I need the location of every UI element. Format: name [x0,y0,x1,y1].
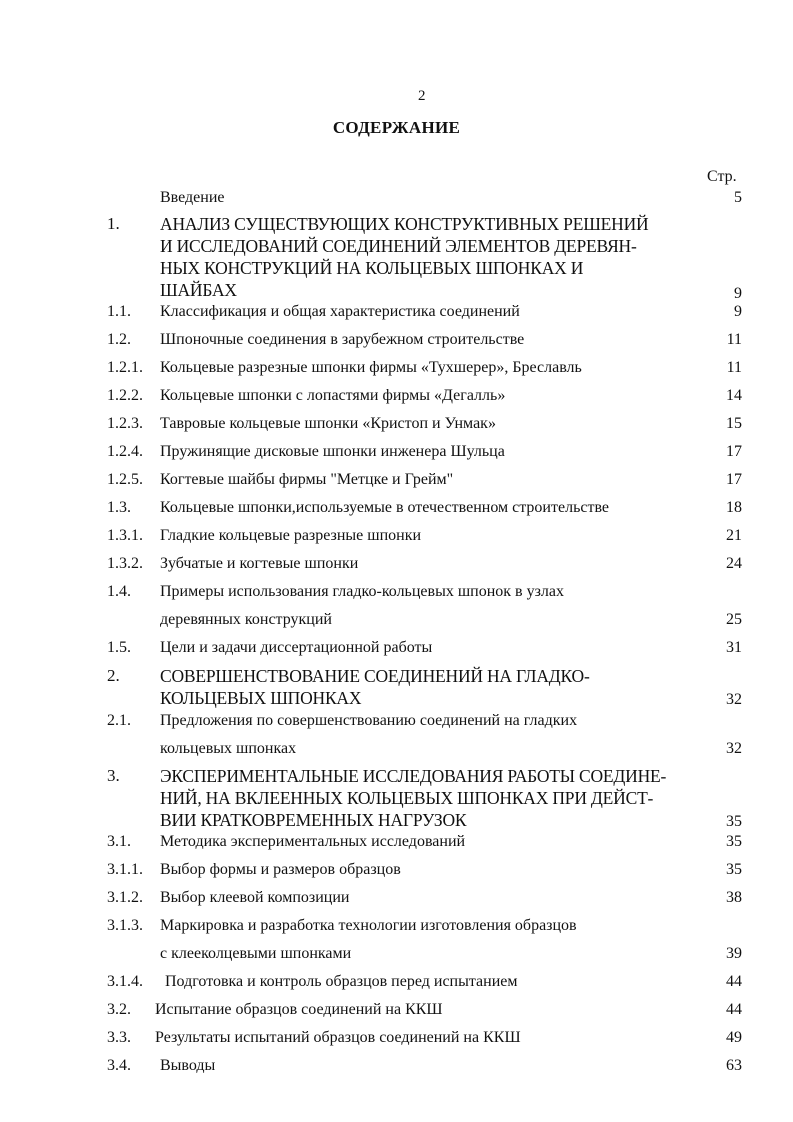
toc-entry [0,1028,742,1050]
toc-entry-page: 49 [726,1029,742,1046]
toc-entry-text: Пружинящие дисковые шпонки инженера Шульца [160,443,505,460]
toc-entry-page: 32 [726,691,742,708]
toc-entry-page: 21 [726,527,742,544]
toc-entry [0,358,742,380]
toc-entry-number: 3.1.1. [107,861,143,878]
toc-entry [0,888,742,910]
toc-entry [0,414,742,436]
toc-entry-number: 1.1. [107,303,131,320]
toc-entry-page: 9 [734,285,742,302]
toc-entry-text: И ИССЛЕДОВАНИЙ СОЕДИНЕНИЙ ЭЛЕМЕНТОВ ДЕРЕВЯН- [160,236,637,256]
toc-entry-number: 1.2.4. [107,443,143,460]
toc-entry-text: Когтевые шайбы фирмы "Метцке и Грейм" [160,471,454,488]
toc-entry-number: 1. [107,214,120,233]
toc-entry [0,832,742,854]
toc-entry-text: Гладкие кольцевые разрезные шпонки [160,527,422,544]
toc-entry-text: Введение [160,189,225,206]
toc-entry-text: АНАЛИЗ СУЩЕСТВУЮЩИХ КОНСТРУКТИВНЫХ РЕШЕНИЙ [160,214,649,234]
toc-entry-page: 32 [726,740,742,757]
toc-entry [0,526,742,548]
page-title: СОДЕРЖАНИЕ [332,118,461,137]
toc-entry-number: 1.2.1. [107,359,143,376]
toc-entry-page: 14 [726,387,742,404]
toc-entry-page: 39 [726,945,742,962]
toc-entry-page: 24 [726,555,742,572]
toc-entry [0,302,742,324]
toc-entry [0,330,742,352]
toc-entry-number: 3.1. [107,833,131,850]
toc-entry-page: 31 [726,639,742,656]
toc-entry-page: 38 [726,889,742,906]
toc-entry-number: 3.1.2. [107,889,143,906]
toc-entry-page: 25 [726,611,742,628]
toc-entry [0,916,742,966]
toc-entry-page: 15 [726,415,742,432]
toc-entry-text: ЭКСПЕРИМЕНТАЛЬНЫЕ ИССЛЕДОВАНИЯ РАБОТЫ СОЕДИНЕ- [160,766,667,786]
page-number: 2 [418,88,426,104]
toc-entry [0,666,742,710]
toc-entry-text: Выводы [160,1057,216,1074]
toc-entry-number: 3.2. [107,1001,131,1018]
toc-entry [0,214,742,302]
toc-entry-page: 35 [726,833,742,850]
toc-entry-text: НИЙ, НА ВКЛЕЕННЫХ КОЛЬЦЕВЫХ ШПОНКАХ ПРИ ДЕЙСТ- [160,788,654,808]
toc-entry-page: 18 [726,499,742,516]
toc-entry-number: 1.3.2. [107,555,143,572]
toc-entry-number: 1.5. [107,639,131,656]
toc-entry-number: 1.2.5. [107,471,143,488]
toc-entry-text: Тавровые кольцевые шпонки «Кристоп и Унмак» [160,415,496,432]
page-column-label: Стр. [707,168,737,185]
toc-entry-page: 44 [726,973,742,990]
toc-entry-number: 1.2.2. [107,387,143,404]
toc-entry [0,972,742,994]
toc-entry [0,766,742,832]
toc-entry [0,188,742,210]
toc-entry-text: ШАЙБАХ [160,280,237,300]
toc-entry-text: Подготовка и контроль образцов перед испытанием [165,973,518,990]
toc-entry-text: Кольцевые шпонки с лопастями фирмы «Дегалль» [160,387,506,404]
toc-entry-number: 3.1.3. [107,917,143,934]
toc-entry [0,442,742,464]
toc-entry [0,1000,742,1022]
toc-entry-number: 3.4. [107,1057,131,1074]
toc-entry-text: КОЛЬЦЕВЫХ ШПОНКАХ [160,688,362,708]
toc-entry-text: Кольцевые шпонки,используемые в отечественном строительстве [160,499,610,516]
toc-entry-number: 3. [107,766,120,785]
toc-entry-text: деревянных конструкций [160,611,332,628]
toc-entry-number: 1.3. [107,499,131,516]
toc-entry [0,1056,742,1078]
toc-entry-text: Результаты испытаний образцов соединений на ККШ [155,1029,521,1046]
toc-entry-text: НЫХ КОНСТРУКЦИЙ НА КОЛЬЦЕВЫХ ШПОНКАХ И [160,258,584,278]
toc-entry [0,498,742,520]
toc-entry-page: 44 [726,1001,742,1018]
toc-entry-page: 9 [734,303,742,320]
toc-entry-text: Цели и задачи диссертационной работы [160,639,433,656]
toc-entry-page: 17 [726,471,742,488]
toc-entry-text: Классификация и общая характеристика соединений [160,303,520,320]
toc-entry-page: 35 [726,861,742,878]
toc-entry [0,554,742,576]
toc-entry [0,582,742,632]
toc-entry-number: 1.2. [107,331,131,348]
toc-entry-page: 35 [726,813,742,830]
toc-entry-number: 2.1. [107,712,131,729]
toc-entry-text: Кольцевые разрезные шпонки фирмы «Тухшерер», Бреславль [160,359,582,376]
toc-entry-page: 5 [734,189,742,206]
toc-entry-text: Шпоночные соединения в зарубежном строительстве [160,331,525,348]
toc-entry-number: 3.3. [107,1029,131,1046]
toc-entry-text: Выбор формы и размеров образцов [160,861,401,878]
toc-entry-text: СОВЕРШЕНСТВОВАНИЕ СОЕДИНЕНИЙ НА ГЛАДКО- [160,666,590,686]
toc-entry [0,470,742,492]
toc-entry-number: 3.1.4. [107,973,143,990]
toc-entry-page: 63 [726,1057,742,1074]
toc-entry-page: 11 [726,331,742,348]
toc-entry [0,638,742,660]
toc-entry-number: 1.4. [107,583,131,600]
toc-entry-number: 1.3.1. [107,527,143,544]
toc-entry-text: Предложения по совершенствованию соединений на гладких [160,712,578,729]
toc-entry-text: с клееколцевыми шпонками [160,945,352,962]
toc-entry-number: 1.2.3. [107,415,143,432]
toc-entry-text: Маркировка и разработка технологии изготовления образцов [160,917,577,934]
toc-entry-text: кольцевых шпонках [160,740,297,757]
toc-entry-text: Выбор клеевой композиции [160,889,350,906]
toc-entry-text: Зубчатые и когтевые шпонки [160,555,359,572]
toc-entry-text: ВИИ КРАТКОВРЕМЕННЫХ НАГРУЗОК [160,810,467,830]
toc-entry-text: Испытание образцов соединений на ККШ [155,1001,443,1018]
toc-entry-text: Методика экспериментальных исследований [160,833,466,850]
toc-entry [0,860,742,882]
toc-entry-number: 2. [107,666,120,685]
toc-entry [0,386,742,408]
toc-entry [0,711,742,761]
toc-entry-page: 11 [726,359,742,376]
toc-entry-text: Примеры использования гладко-кольцевых шпонок в узлах [160,583,564,600]
toc-entry-page: 17 [726,443,742,460]
